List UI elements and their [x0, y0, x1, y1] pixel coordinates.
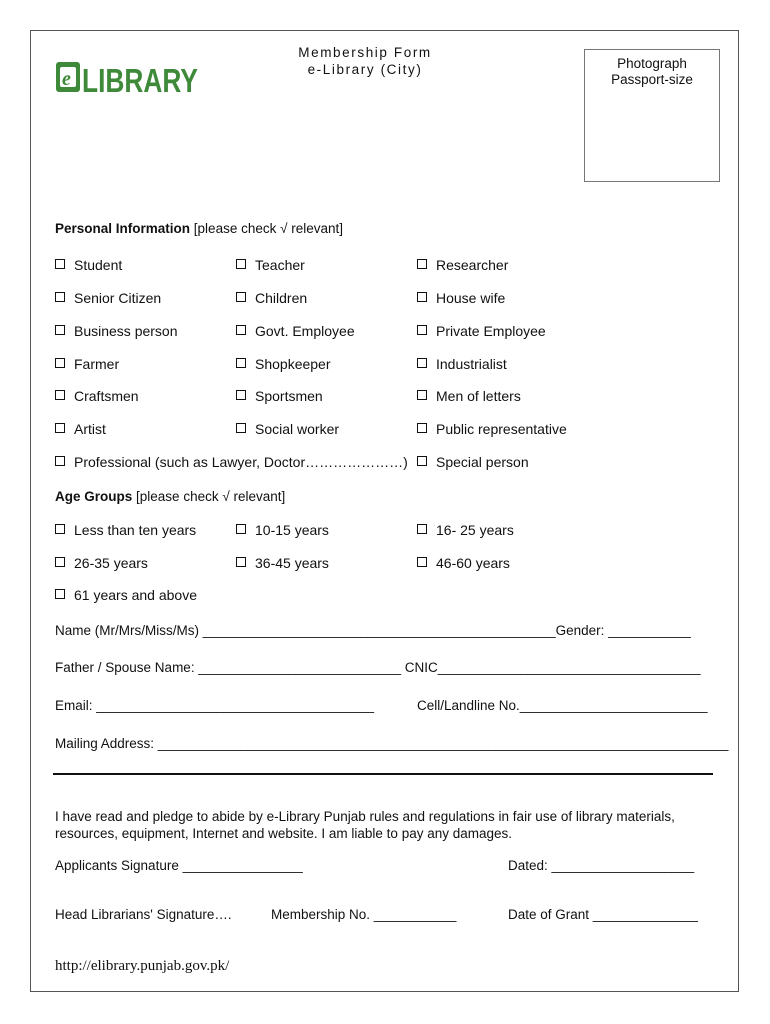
option-craftsmen[interactable]: [55, 388, 139, 404]
checkbox-icon[interactable]: [417, 423, 427, 433]
checkbox-icon[interactable]: [417, 259, 427, 269]
checkbox-icon[interactable]: [55, 423, 65, 433]
option-professional[interactable]: [55, 454, 408, 470]
checkbox-icon[interactable]: [236, 259, 246, 269]
option-label: Industrialist: [436, 356, 507, 372]
checkbox-icon[interactable]: [55, 325, 65, 335]
checkbox-icon[interactable]: [417, 557, 427, 567]
checkbox-icon[interactable]: [55, 456, 65, 466]
option-label: 46-60 years: [436, 555, 510, 571]
option-house-wife[interactable]: [417, 290, 505, 306]
checkbox-icon[interactable]: [55, 390, 65, 400]
checkbox-icon[interactable]: [55, 259, 65, 269]
option-label: 10-15 years: [255, 522, 329, 538]
option-farmer[interactable]: [55, 356, 119, 372]
option-govt-employee[interactable]: [236, 323, 355, 339]
option-label: House wife: [436, 290, 506, 306]
option-label: Teacher: [255, 257, 305, 273]
checkbox-icon[interactable]: [417, 292, 427, 302]
checkbox-icon[interactable]: [55, 358, 65, 368]
option-label: Researcher: [436, 257, 509, 273]
dated-field[interactable]: Dated: ___________________: [508, 858, 695, 873]
age-groups-title: Age Groups: [55, 489, 133, 504]
checkbox-icon[interactable]: [417, 358, 427, 368]
option-label: Less than ten years: [74, 522, 197, 538]
option-business-person[interactable]: [55, 323, 178, 339]
option-industrialist[interactable]: [417, 356, 507, 372]
photo-label-1: Photograph: [617, 56, 687, 71]
checkbox-icon[interactable]: [417, 390, 427, 400]
checkbox-icon[interactable]: [55, 557, 65, 567]
checkbox-icon[interactable]: [55, 292, 65, 302]
checkbox-icon[interactable]: [417, 524, 427, 534]
age-less-than-ten[interactable]: [55, 522, 196, 538]
option-label: 61 years and above: [74, 587, 197, 603]
option-label: Special person: [436, 454, 529, 470]
option-label: Public representative: [436, 421, 567, 437]
option-senior-citizen[interactable]: [55, 290, 161, 306]
option-label: Shopkeeper: [255, 356, 331, 372]
mailing-address-field[interactable]: Mailing Address: ____________________________________________________________________________: [55, 736, 729, 751]
option-label: Sportsmen: [255, 388, 323, 404]
cell-landline-field[interactable]: Cell/Landline No._________________________: [417, 698, 708, 713]
option-label: Social worker: [255, 421, 340, 437]
option-label: 36-45 years: [255, 555, 329, 571]
checkbox-icon[interactable]: [417, 456, 427, 466]
option-student[interactable]: [55, 257, 122, 273]
age-10-15[interactable]: [236, 522, 329, 538]
form-title: [250, 44, 480, 78]
option-label: Student: [74, 257, 123, 273]
checkbox-icon[interactable]: [236, 292, 246, 302]
option-artist[interactable]: [55, 421, 106, 437]
name-gender-field[interactable]: Name (Mr/Mrs/Miss/Ms) _______________________________________________Gender: ___________: [55, 623, 691, 638]
age-61-and-above[interactable]: [55, 587, 197, 603]
checkbox-icon[interactable]: [236, 325, 246, 335]
option-teacher[interactable]: [236, 257, 305, 273]
personal-info-hint: [please check √ relevant]: [193, 221, 344, 236]
svg-text:e: e: [62, 68, 71, 90]
elibrary-logo: [55, 58, 200, 98]
option-special-person[interactable]: [417, 454, 529, 470]
checkbox-icon[interactable]: [55, 589, 65, 599]
option-label: Senior Citizen: [74, 290, 162, 306]
age-46-60[interactable]: [417, 555, 510, 571]
checkbox-icon[interactable]: [236, 390, 246, 400]
option-researcher[interactable]: [417, 257, 508, 273]
option-label: Private Employee: [436, 323, 546, 339]
checkbox-icon[interactable]: [417, 325, 427, 335]
option-public-representative[interactable]: [417, 421, 567, 437]
photo-box[interactable]: [584, 49, 720, 182]
option-label: 26-35 years: [74, 555, 148, 571]
option-sportsmen[interactable]: [236, 388, 323, 404]
age-16-25[interactable]: [417, 522, 514, 538]
option-men-of-letters[interactable]: [417, 388, 521, 404]
age-groups-heading: [55, 489, 285, 504]
head-librarian-signature-field[interactable]: Head Librarians' Signature….: [55, 907, 232, 922]
option-label: Artist: [74, 421, 106, 437]
option-label: Professional (such as Lawyer, Doctor…………………): [74, 454, 408, 470]
option-social-worker[interactable]: [236, 421, 339, 437]
option-label: Craftsmen: [74, 388, 139, 404]
age-groups-hint: [please check √ relevant]: [136, 489, 286, 504]
checkbox-icon[interactable]: [236, 358, 246, 368]
age-36-45[interactable]: [236, 555, 329, 571]
title-line-2: e-Library (City): [307, 62, 423, 77]
personal-info-title: Personal Information: [55, 221, 191, 236]
option-label: Men of letters: [436, 388, 521, 404]
checkbox-icon[interactable]: [55, 524, 65, 534]
checkbox-icon[interactable]: [236, 423, 246, 433]
option-private-employee[interactable]: [417, 323, 546, 339]
date-of-grant-field[interactable]: Date of Grant ______________: [508, 907, 698, 922]
membership-no-field[interactable]: Membership No. ___________: [271, 907, 457, 922]
photo-label-2: Passport-size: [611, 72, 693, 87]
checkbox-icon[interactable]: [236, 524, 246, 534]
email-field[interactable]: Email: _____________________________________: [55, 698, 375, 713]
option-label: Govt. Employee: [255, 323, 355, 339]
option-label: 16- 25 years: [436, 522, 514, 538]
checkbox-icon[interactable]: [236, 557, 246, 567]
option-children[interactable]: [236, 290, 307, 306]
section-divider: [53, 773, 713, 775]
option-shopkeeper[interactable]: [236, 356, 331, 372]
personal-info-heading: [55, 221, 343, 236]
pledge-text: I have read and pledge to abide by e-Library Punjab rules and regulations in fair use of library materials, resources, equipment, Internet and website. I am liable to pay any damages.: [55, 809, 675, 841]
option-label: Business person: [74, 323, 178, 339]
applicant-signature-field[interactable]: Applicants Signature ________________: [55, 858, 303, 873]
option-label: Farmer: [74, 356, 120, 372]
father-cnic-field[interactable]: Father / Spouse Name: ___________________________ CNIC___________________________________: [55, 660, 701, 675]
title-line-1: Membership Form: [298, 45, 432, 60]
age-26-35[interactable]: [55, 555, 148, 571]
svg-text:LIBRARY: LIBRARY: [82, 62, 198, 99]
footer-url[interactable]: http://elibrary.punjab.gov.pk/: [55, 958, 230, 974]
option-label: Children: [255, 290, 308, 306]
